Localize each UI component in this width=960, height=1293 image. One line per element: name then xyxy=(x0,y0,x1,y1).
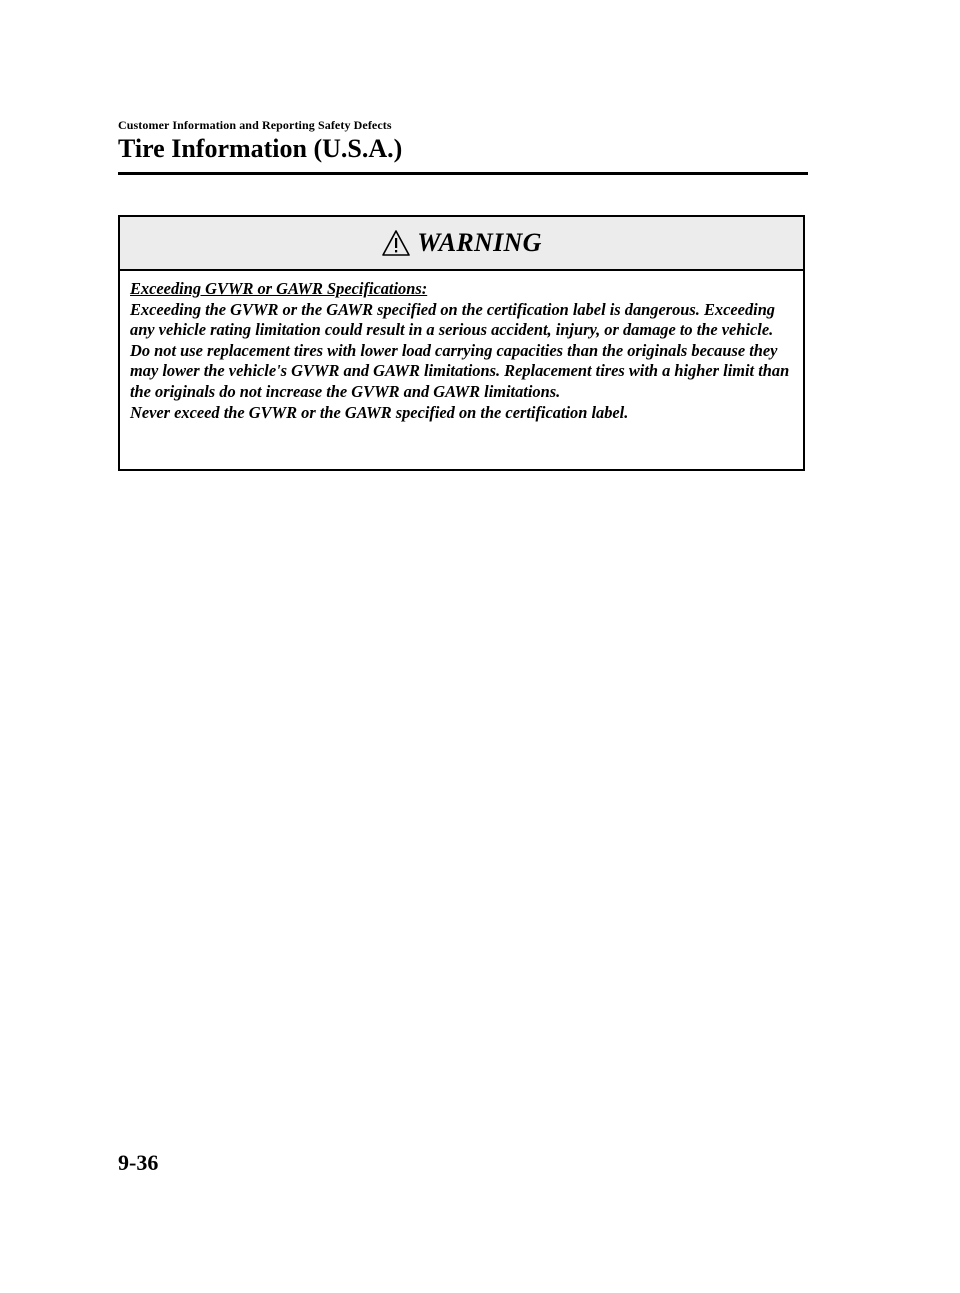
warning-header xyxy=(120,217,803,271)
page-title: Tire Information (U.S.A.) xyxy=(118,134,403,163)
warning-body xyxy=(120,271,803,423)
page-number: 9-36 xyxy=(118,1150,159,1175)
warning-box xyxy=(118,215,805,471)
warning-subheading: Exceeding GVWR or GAWR Specifications: xyxy=(130,279,428,298)
title-rule xyxy=(118,172,808,175)
warning-paragraph: Exceeding the GVWR or the GAWR specified on the certification label is dangerous. Exceeding any vehicle rating limitation could result in a serious accident, injury, or damage to the vehicle. xyxy=(130,299,776,340)
warning-paragraph: Do not use replacement tires with lower load carrying capacities than the originals because they may lower the vehicle's GVWR and GAWR limitations. Replacement tires with a higher limit than the originals do not increase the GVWR and GAWR limitations. xyxy=(130,340,790,401)
warning-label: WARNING xyxy=(417,228,542,257)
warning-paragraph: Never exceed the GVWR or the GAWR specified on the certification label. xyxy=(130,402,629,422)
section-label: Customer Information and Reporting Safety Defects xyxy=(118,118,392,132)
warning-triangle-icon xyxy=(381,229,411,257)
